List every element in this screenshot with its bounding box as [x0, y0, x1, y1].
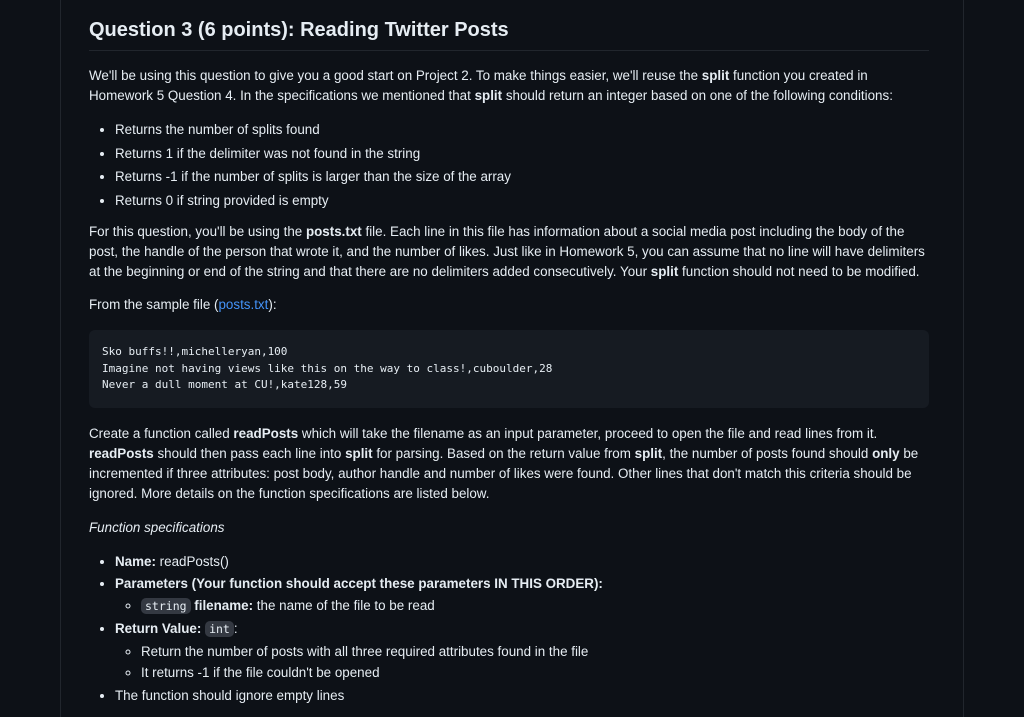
para3-bold-split-1: split [345, 445, 373, 461]
spec-params-item [115, 573, 929, 617]
para2-text-2: file. Each line in this file has information about a social media post including the body of the post, the handle of the person that wrote it, and the number of likes. Just like in Homework 5, you can assume that no line will have delimiters at the beginning or end of the string and that there are no delimiters added consecutively. Your [89, 224, 925, 279]
list-item: • Returns -1 if the number of splits is larger than the size of the array [115, 165, 929, 189]
para2-text-3: function should not need to be modified. [678, 264, 920, 279]
list-item: • Returns the number of splits found [115, 118, 929, 142]
intro-bold-split-2: split [474, 88, 503, 103]
code-line: Imagine not having views like this on the way to class!,cuboulder,28 [102, 361, 553, 375]
sample-file-paragraph [89, 295, 929, 315]
spec-return-item [115, 618, 929, 684]
param-item [141, 595, 929, 618]
para2-text-1: For this question, you'll be using the [89, 224, 306, 239]
return-sublist [115, 641, 929, 684]
conditions-list [89, 118, 929, 212]
para3-bold-readposts-1: readPosts [233, 425, 299, 441]
spec-return-label: Return Value: [115, 621, 202, 636]
readme-content [89, 14, 929, 706]
para2-bold-split: split [650, 264, 679, 279]
spec-name-value: readPosts() [155, 553, 229, 569]
para3-bold-split-2: split [634, 445, 663, 461]
param-type-code: string [141, 598, 191, 614]
readme-panel [60, 0, 964, 717]
posts-txt-link[interactable]: posts.txt [218, 297, 269, 312]
para2-bold-posts-txt: posts.txt [305, 224, 362, 239]
intro-text-3: should return an integer based on one of the following conditions: [502, 88, 893, 103]
code-line: Sko buffs!!,michelleryan,100 [102, 345, 288, 358]
intro-bold-split-1: split [701, 68, 730, 83]
para3-text-6: be incremented if three attributes: post body, author handle and number of likes were found. Other lines that don't match this criteria should be ignored. More details on the function specifications are listed below. [89, 445, 919, 501]
list-item: • Returns 0 if string provided is empty [115, 189, 929, 213]
para3-text-1: Create a function called [89, 425, 234, 441]
intro-paragraph [89, 66, 929, 106]
return-type-code: int [205, 621, 234, 637]
readposts-paragraph [89, 424, 929, 504]
para3-text-5: , the number of posts found should [662, 445, 873, 461]
sample-code-block [89, 330, 929, 408]
para3-text-4: for parsing. Based on the return value from [372, 445, 635, 461]
spec-params-label: Parameters (Your function should accept these parameters IN THIS ORDER): [115, 576, 603, 591]
sample-text-1: From the sample file ( [89, 297, 219, 312]
sample-text-2: ): [268, 297, 277, 312]
return-item: ◦ It returns -1 if the file couldn't be opened [141, 662, 929, 684]
spec-ignore-empty-item: • The function should ignore empty lines [115, 685, 929, 707]
params-sublist [115, 595, 929, 618]
function-spec-list [89, 551, 929, 707]
posts-file-paragraph [89, 222, 929, 282]
list-item: • Returns 1 if the delimiter was not found in the string [115, 142, 929, 166]
intro-text-2: function you created in Homework 5 Question 4. In the specifications we mentioned that [89, 68, 868, 103]
param-name: filename: [194, 597, 254, 613]
return-colon: : [233, 621, 238, 636]
para3-bold-only: only [872, 445, 900, 461]
intro-text-1: We'll be using this question to give you a good start on Project 2. To make things easier, we'll reuse the [89, 68, 702, 83]
function-specifications-heading: Function specifications [89, 519, 225, 535]
param-desc: the name of the file to be read [253, 597, 435, 613]
spec-name-item [115, 551, 929, 573]
code-line: Never a dull moment at CU!,kate128,59 [102, 378, 348, 391]
para3-text-3: should then pass each line into [153, 445, 346, 461]
return-item: ◦ Return the number of posts with all three required attributes found in the file [141, 641, 929, 663]
para3-text-2: which will take the filename as an input parameter, proceed to open the file and read lines from it. [298, 425, 878, 441]
para3-bold-readposts-2: readPosts [89, 445, 154, 461]
spec-name-label: Name: [115, 553, 156, 569]
question-title: Question 3 (6 points): Reading Twitter Posts [89, 14, 929, 51]
